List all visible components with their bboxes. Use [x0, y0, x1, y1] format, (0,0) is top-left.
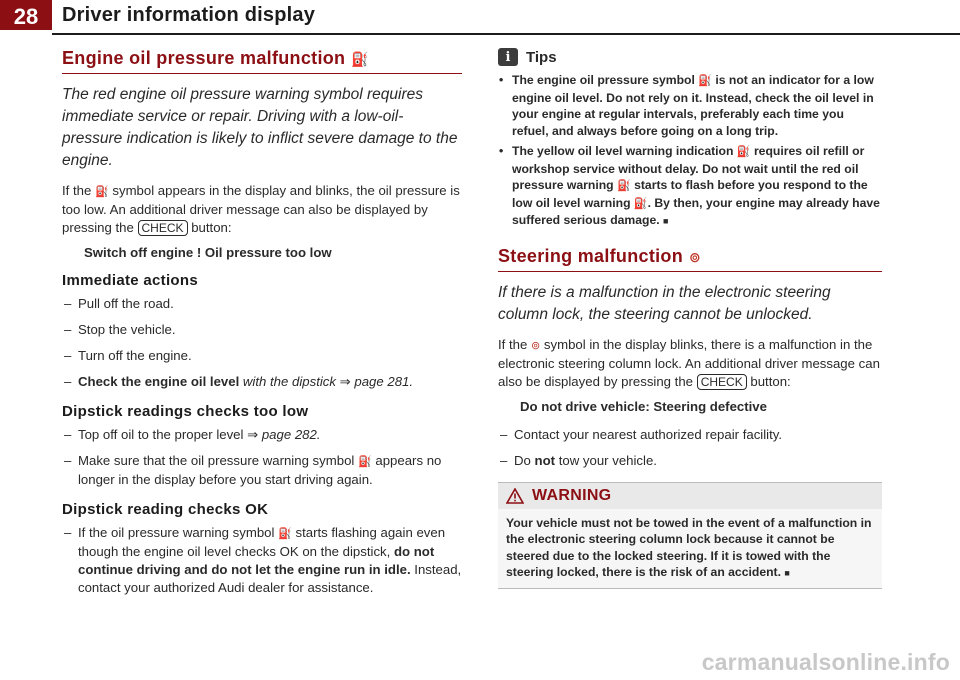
- warning-box: [498, 482, 882, 589]
- oil-level-icon: ⛽: [633, 197, 648, 210]
- list-item: – Stop the vehicle.: [62, 321, 462, 339]
- end-mark-icon: ■: [784, 568, 790, 578]
- oil-can-icon: ⛽: [278, 528, 292, 540]
- list-item: – Contact your nearest authorized repair facility.: [498, 426, 882, 444]
- watermark: carmanualsonline.info: [701, 649, 950, 675]
- dipstick-ok-list: [62, 524, 462, 597]
- warning-header: [498, 483, 882, 509]
- list-item: – Pull off the road.: [62, 295, 462, 313]
- oil-can-icon: ⛽: [358, 456, 372, 468]
- oil-pressure-heading-text: Engine oil pressure malfunction: [62, 48, 346, 68]
- oil-level-icon: ⛽: [736, 146, 751, 158]
- tips-header: [498, 48, 882, 66]
- page-number: 28: [0, 0, 52, 30]
- page-ref-link[interactable]: ⇒ page 281.: [339, 374, 414, 389]
- steering-lock-icon: ⊚: [689, 248, 702, 265]
- oil-pressure-intro: The red engine oil pressure warning symbol requires immediate service or repair. Driving with a low-oil-pressure indication is likely to inflict severe damage to the engine.: [62, 86, 458, 169]
- list-item: • The yellow oil level warning indication ⛽ requires oil refill or workshop service without delay. Do not wait until the red oil pressure warning ⛽ starts to flash before you respond to the low oil level warning ⛽. By then, your engine may already have suffered serious damage. ■: [498, 143, 882, 230]
- steering-paragraph: If the ⊚ symbol in the display blinks, there is a malfunction in the electronic steering column lock. An additional driver message can also be displayed by pressing the CHECK button:: [498, 336, 880, 389]
- tips-list: [498, 72, 882, 230]
- steering-intro: If there is a malfunction in the electronic steering column lock, the steering cannot be unlocked.: [498, 283, 831, 323]
- warning-triangle-icon: [506, 488, 524, 504]
- warning-title: WARNING: [532, 486, 612, 504]
- list-item: – Top off oil to the proper level ⇒ page 282.: [62, 426, 462, 444]
- check-button: CHECK: [697, 374, 747, 390]
- list-item: – If the oil pressure warning symbol ⛽ starts flashing again even though the engine oil level checks OK on the dipstick, do not continue driving and do not let the engine run in idle. Instead, contact your authorized Audi dealer for assistance.: [62, 524, 462, 597]
- oil-can-icon: ⛽: [698, 75, 712, 87]
- dipstick-low-list: [62, 426, 462, 489]
- steering-heading: [498, 246, 882, 272]
- left-column: [62, 48, 462, 605]
- list-item: • The engine oil pressure symbol ⛽ is not an indicator for a low engine oil level. Do not rely on it. Instead, check the oil level in your engine at regular intervals, preferably each time you refuel, and always before going on a long trip.: [498, 72, 882, 139]
- header-rule: [52, 33, 960, 35]
- tips-title: Tips: [526, 48, 557, 66]
- dipstick-low-heading: Dipstick readings checks too low: [62, 403, 309, 420]
- end-mark-icon: ■: [663, 216, 669, 226]
- list-item: – Turn off the engine.: [62, 347, 462, 365]
- oil-pressure-heading: [62, 48, 462, 74]
- oil-can-icon: ⛽: [95, 186, 109, 198]
- right-column: [498, 48, 882, 589]
- steering-actions-list: [498, 426, 882, 470]
- immediate-actions-list: [62, 295, 462, 391]
- page-ref-link[interactable]: ⇒ page 282.: [247, 427, 321, 442]
- immediate-actions-heading: Immediate actions: [62, 272, 198, 289]
- steering-lock-icon: ⊚: [531, 339, 541, 352]
- warning-text: Your vehicle must not be towed in the event of a malfunction in the electronic steering column lock because it cannot be steered due to the locked steering. If it is towed with the steering locked, there is the risk of an accident. ■: [506, 515, 872, 579]
- list-item: – Make sure that the oil pressure warning symbol ⛽ appears no longer in the display before you start driving again.: [62, 452, 462, 489]
- oil-can-icon: ⛽: [351, 51, 370, 67]
- driver-message: Switch off engine ! Oil pressure too low: [84, 245, 332, 260]
- steering-heading-text: Steering malfunction: [498, 245, 684, 266]
- dipstick-ok-heading: Dipstick reading checks OK: [62, 501, 269, 518]
- list-item: – Do not tow your vehicle.: [498, 452, 882, 470]
- driver-message: Do not drive vehicle: Steering defective: [520, 398, 767, 414]
- oil-can-icon: ⛽: [617, 180, 631, 192]
- oil-pressure-paragraph: If the ⛽ symbol appears in the display and blinks, the oil pressure is too low. An additional driver message can also be displayed by pressing the CHECK button:: [62, 183, 460, 235]
- chapter-title: Driver information display: [62, 4, 316, 26]
- list-item: – Check the engine oil level with the dipstick ⇒ page 281.: [62, 373, 462, 391]
- check-button: CHECK: [138, 220, 188, 236]
- info-icon: i: [498, 48, 518, 66]
